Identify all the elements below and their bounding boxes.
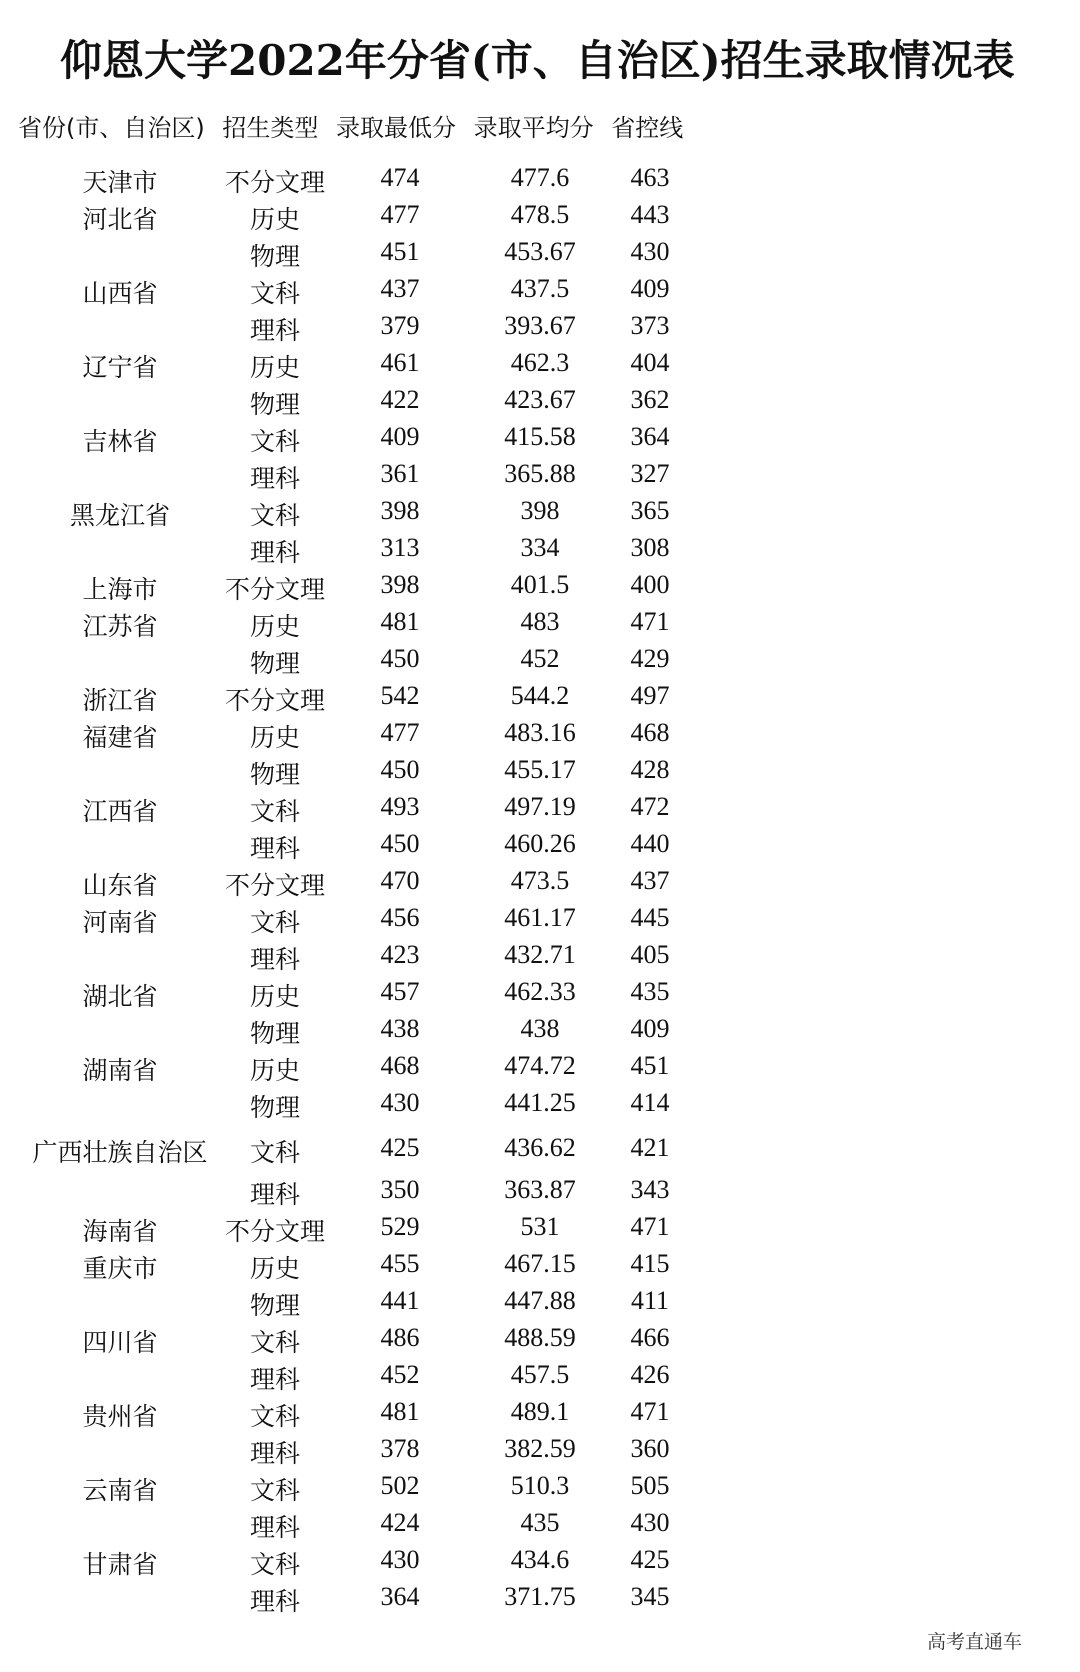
cell-avg-score: 457.5: [510, 1360, 570, 1389]
cell-avg-score: 531: [520, 1212, 560, 1241]
table-row: [0, 496, 1080, 533]
cell-avg-score: 432.71: [504, 940, 576, 969]
cell-province: 湖南省: [82, 1056, 158, 1085]
cell-min-score: 450: [380, 755, 420, 784]
cell-control-line: 466: [630, 1323, 670, 1352]
cell-province: 海南省: [82, 1217, 158, 1246]
cell-province: 湖北省: [82, 982, 158, 1011]
cell-min-score: 313: [380, 533, 420, 562]
cell-control-line: 497: [630, 681, 670, 710]
cell-min-score: 468: [380, 1051, 420, 1080]
cell-avg-score: 483.16: [504, 718, 576, 747]
cell-avg-score: 447.88: [504, 1286, 576, 1315]
cell-control-line: 428: [630, 755, 670, 784]
cell-min-score: 378: [380, 1434, 420, 1463]
cell-control-line: 308: [630, 533, 670, 562]
cell-type: 文科: [249, 1476, 300, 1505]
cell-min-score: 398: [380, 496, 420, 525]
table-body: [0, 163, 1080, 1619]
cell-type: 不分文理: [224, 686, 325, 715]
cell-avg-score: 436.62: [504, 1133, 576, 1162]
cell-type: 物理: [249, 1019, 300, 1048]
cell-control-line: 471: [630, 1212, 670, 1241]
cell-avg-score: 423.67: [504, 385, 576, 414]
cell-type: 不分文理: [224, 168, 325, 197]
cell-control-line: 405: [630, 940, 670, 969]
table-row: [0, 570, 1080, 607]
cell-min-score: 481: [380, 607, 420, 636]
cell-avg-score: 473.5: [510, 866, 570, 895]
cell-min-score: 493: [380, 792, 420, 821]
table-row: [0, 533, 1080, 570]
table-row: [0, 1508, 1080, 1545]
table-row: [0, 200, 1080, 237]
cell-type: 物理: [249, 760, 300, 789]
cell-control-line: 345: [630, 1582, 670, 1611]
cell-min-score: 430: [380, 1088, 420, 1117]
watermark: 高考直通车: [926, 1631, 1022, 1653]
cell-min-score: 481: [380, 1397, 420, 1426]
cell-control-line: 362: [630, 385, 670, 414]
cell-avg-score: 478.5: [510, 200, 570, 229]
cell-control-line: 505: [630, 1471, 670, 1500]
table-row: [0, 1014, 1080, 1051]
table-row: [0, 1545, 1080, 1582]
table-row: [0, 718, 1080, 755]
table-row: [0, 274, 1080, 311]
cell-control-line: 327: [630, 459, 670, 488]
cell-type: 理科: [249, 538, 300, 567]
cell-type: 理科: [249, 464, 300, 493]
table-row: [0, 163, 1080, 200]
cell-min-score: 424: [380, 1508, 420, 1537]
cell-control-line: 435: [630, 977, 670, 1006]
cell-type: 文科: [249, 279, 300, 308]
cell-type: 历史: [249, 1254, 300, 1283]
cell-control-line: 430: [630, 1508, 670, 1537]
cell-province: 重庆市: [82, 1254, 158, 1283]
table-row: [0, 1125, 1080, 1175]
cell-province: 上海市: [82, 575, 158, 604]
cell-province: 甘肃省: [82, 1550, 158, 1579]
header-min: 录取最低分: [336, 114, 457, 142]
cell-type: 不分文理: [224, 575, 325, 604]
cell-type: 历史: [249, 723, 300, 752]
cell-control-line: 440: [630, 829, 670, 858]
cell-control-line: 365: [630, 496, 670, 525]
cell-avg-score: 441.25: [504, 1088, 576, 1117]
cell-avg-score: 398: [520, 496, 560, 525]
cell-avg-score: 363.87: [504, 1175, 576, 1204]
cell-type: 理科: [249, 1587, 300, 1616]
cell-min-score: 470: [380, 866, 420, 895]
cell-control-line: 437: [630, 866, 670, 895]
table-row: [0, 237, 1080, 274]
cell-type: 文科: [249, 501, 300, 530]
cell-avg-score: 393.67: [504, 311, 576, 340]
cell-min-score: 364: [380, 1582, 420, 1611]
table-row: [0, 977, 1080, 1014]
cell-control-line: 421: [630, 1133, 670, 1162]
cell-min-score: 461: [380, 348, 420, 377]
cell-avg-score: 462.33: [504, 977, 576, 1006]
cell-control-line: 411: [630, 1286, 670, 1315]
table-row: [0, 1582, 1080, 1619]
cell-min-score: 477: [380, 200, 420, 229]
cell-control-line: 364: [630, 422, 670, 451]
table-row: [0, 866, 1080, 903]
cell-min-score: 502: [380, 1471, 420, 1500]
cell-avg-score: 365.88: [504, 459, 576, 488]
table-row: [0, 1286, 1080, 1323]
table-row: [0, 348, 1080, 385]
cell-avg-score: 434.6: [510, 1545, 570, 1574]
cell-type: 文科: [249, 1550, 300, 1579]
cell-type: 历史: [249, 612, 300, 641]
cell-province: 河南省: [82, 908, 158, 937]
table-row: [0, 1360, 1080, 1397]
cell-min-score: 451: [380, 237, 420, 266]
cell-control-line: 425: [630, 1545, 670, 1574]
cell-type: 物理: [249, 1291, 300, 1320]
table-row: [0, 681, 1080, 718]
cell-control-line: 429: [630, 644, 670, 673]
cell-control-line: 443: [630, 200, 670, 229]
cell-province: 福建省: [82, 723, 158, 752]
cell-avg-score: 435: [520, 1508, 560, 1537]
table-row: [0, 1249, 1080, 1286]
cell-min-score: 437: [380, 274, 420, 303]
table-row: [0, 940, 1080, 977]
cell-type: 不分文理: [224, 1217, 325, 1246]
cell-type: 物理: [249, 1093, 300, 1122]
table-row: [0, 1471, 1080, 1508]
cell-avg-score: 544.2: [510, 681, 570, 710]
table-row: [0, 1051, 1080, 1088]
cell-province: 贵州省: [82, 1402, 158, 1431]
header-avg: 录取平均分: [473, 114, 594, 142]
cell-min-score: 452: [380, 1360, 420, 1389]
table-row: [0, 1212, 1080, 1249]
header-control: 省控线: [611, 114, 684, 142]
cell-avg-score: 510.3: [510, 1471, 570, 1500]
cell-min-score: 455: [380, 1249, 420, 1278]
cell-control-line: 463: [630, 163, 670, 192]
cell-province: 江苏省: [82, 612, 158, 641]
cell-control-line: 451: [630, 1051, 670, 1080]
cell-type: 文科: [249, 427, 300, 456]
cell-min-score: 361: [380, 459, 420, 488]
cell-control-line: 373: [630, 311, 670, 340]
cell-type: 物理: [249, 242, 300, 271]
table-row: [0, 755, 1080, 792]
cell-avg-score: 477.6: [510, 163, 570, 192]
cell-min-score: 350: [380, 1175, 420, 1204]
cell-avg-score: 334: [520, 533, 560, 562]
cell-min-score: 379: [380, 311, 420, 340]
cell-type: 历史: [249, 1056, 300, 1085]
cell-min-score: 456: [380, 903, 420, 932]
cell-avg-score: 453.67: [504, 237, 576, 266]
cell-avg-score: 438: [520, 1014, 560, 1043]
cell-type: 理科: [249, 316, 300, 345]
cell-min-score: 474: [380, 163, 420, 192]
cell-type: 文科: [249, 1328, 300, 1357]
cell-control-line: 414: [630, 1088, 670, 1117]
cell-avg-score: 489.1: [510, 1397, 570, 1426]
cell-type: 文科: [249, 908, 300, 937]
cell-province: 吉林省: [82, 427, 158, 456]
table-row: [0, 607, 1080, 644]
cell-type: 理科: [249, 1365, 300, 1394]
cell-avg-score: 401.5: [510, 570, 570, 599]
cell-control-line: 472: [630, 792, 670, 821]
cell-province: 广西壮族自治区: [32, 1138, 208, 1167]
cell-province: 山西省: [82, 279, 158, 308]
cell-min-score: 457: [380, 977, 420, 1006]
cell-min-score: 409: [380, 422, 420, 451]
table-row: [0, 829, 1080, 866]
cell-min-score: 425: [380, 1133, 420, 1162]
cell-avg-score: 462.3: [510, 348, 570, 377]
cell-province: 辽宁省: [82, 353, 158, 382]
table-header: [18, 108, 693, 148]
table-row: [0, 385, 1080, 422]
cell-avg-score: 452: [520, 644, 560, 673]
cell-avg-score: 460.26: [504, 829, 576, 858]
cell-province: 黑龙江省: [69, 501, 170, 530]
cell-control-line: 360: [630, 1434, 670, 1463]
cell-control-line: 400: [630, 570, 670, 599]
cell-province: 山东省: [82, 871, 158, 900]
cell-avg-score: 382.59: [504, 1434, 576, 1463]
table-row: [0, 644, 1080, 681]
cell-min-score: 450: [380, 644, 420, 673]
cell-control-line: 415: [630, 1249, 670, 1278]
cell-control-line: 445: [630, 903, 670, 932]
cell-province: 云南省: [82, 1476, 158, 1505]
cell-min-score: 529: [380, 1212, 420, 1241]
cell-type: 历史: [249, 353, 300, 382]
cell-min-score: 423: [380, 940, 420, 969]
cell-control-line: 471: [630, 1397, 670, 1426]
cell-type: 文科: [249, 797, 300, 826]
table-row: [0, 1397, 1080, 1434]
cell-type: 理科: [249, 1513, 300, 1542]
cell-province: 河北省: [82, 205, 158, 234]
cell-avg-score: 415.58: [504, 422, 576, 451]
cell-min-score: 430: [380, 1545, 420, 1574]
cell-province: 江西省: [82, 797, 158, 826]
cell-province: 天津市: [82, 168, 158, 197]
cell-avg-score: 483: [520, 607, 560, 636]
cell-avg-score: 497.19: [504, 792, 576, 821]
cell-control-line: 404: [630, 348, 670, 377]
table-row: [0, 1088, 1080, 1125]
cell-type: 理科: [249, 1180, 300, 1209]
cell-type: 理科: [249, 1439, 300, 1468]
cell-type: 历史: [249, 205, 300, 234]
cell-control-line: 468: [630, 718, 670, 747]
cell-min-score: 438: [380, 1014, 420, 1043]
table-row: [0, 1175, 1080, 1212]
cell-type: 理科: [249, 834, 300, 863]
cell-type: 理科: [249, 945, 300, 974]
cell-control-line: 430: [630, 237, 670, 266]
cell-type: 物理: [249, 649, 300, 678]
cell-avg-score: 474.72: [504, 1051, 576, 1080]
cell-min-score: 542: [380, 681, 420, 710]
cell-control-line: 409: [630, 1014, 670, 1043]
cell-min-score: 477: [380, 718, 420, 747]
cell-province: 浙江省: [82, 686, 158, 715]
table-row: [0, 311, 1080, 348]
cell-min-score: 422: [380, 385, 420, 414]
cell-type: 文科: [249, 1138, 300, 1167]
cell-province: 四川省: [82, 1328, 158, 1357]
cell-min-score: 441: [380, 1286, 420, 1315]
cell-avg-score: 455.17: [504, 755, 576, 784]
cell-avg-score: 437.5: [510, 274, 570, 303]
cell-avg-score: 467.15: [504, 1249, 576, 1278]
table-row: [0, 1323, 1080, 1360]
cell-min-score: 486: [380, 1323, 420, 1352]
table-row: [0, 459, 1080, 496]
cell-control-line: 409: [630, 274, 670, 303]
cell-control-line: 471: [630, 607, 670, 636]
cell-type: 物理: [249, 390, 300, 419]
cell-avg-score: 461.17: [504, 903, 576, 932]
cell-min-score: 398: [380, 570, 420, 599]
table-row: [0, 792, 1080, 829]
cell-type: 不分文理: [224, 871, 325, 900]
table-row: [0, 1434, 1080, 1471]
page-title: 仰恩大学2022年分省(市、自治区)招生录取情况表: [60, 36, 1015, 85]
header-type: 招生类型: [222, 114, 319, 142]
cell-avg-score: 371.75: [504, 1582, 576, 1611]
cell-avg-score: 488.59: [504, 1323, 576, 1352]
header-province: 省份(市、自治区): [18, 114, 205, 142]
cell-type: 历史: [249, 982, 300, 1011]
cell-type: 文科: [249, 1402, 300, 1431]
table-row: [0, 422, 1080, 459]
cell-control-line: 426: [630, 1360, 670, 1389]
cell-control-line: 343: [630, 1175, 670, 1204]
cell-min-score: 450: [380, 829, 420, 858]
table-row: [0, 903, 1080, 940]
